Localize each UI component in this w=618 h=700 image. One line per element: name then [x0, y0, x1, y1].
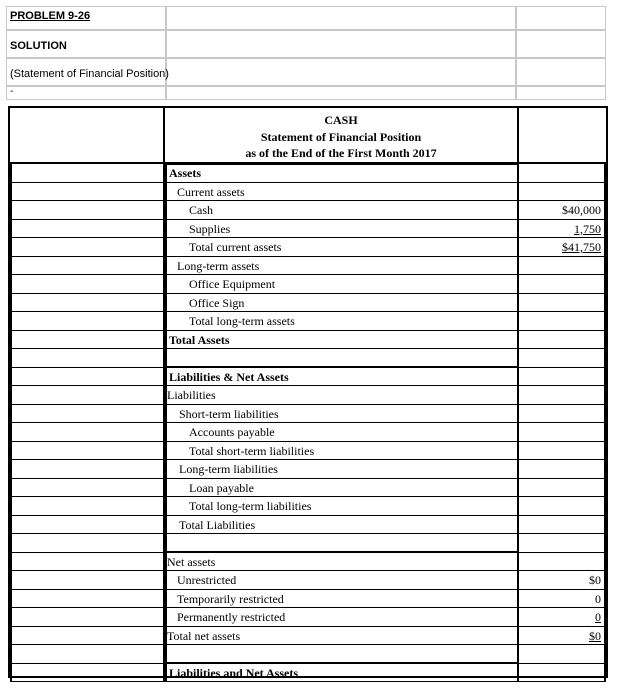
left-cell	[10, 238, 165, 257]
line-item-label: Total Liabilities	[179, 517, 256, 532]
amount-cell	[517, 664, 606, 683]
line-item-label: Assets	[169, 166, 201, 180]
amount-cell	[517, 571, 606, 590]
line-item-label: Current assets	[177, 184, 245, 199]
line-item-cell	[165, 608, 517, 627]
line-item-cell	[165, 405, 517, 424]
line-item-label: Long-term liabilities	[179, 462, 278, 476]
line-item-cell	[165, 553, 517, 572]
line-item-label: Total short-term liabilities	[189, 443, 315, 458]
left-cell	[10, 627, 165, 646]
amount-value: $0	[589, 573, 601, 587]
line-item-cell	[165, 479, 517, 498]
left-cell	[10, 608, 165, 627]
header-cell-dash-right	[516, 86, 606, 100]
line-item-cell	[165, 238, 517, 257]
amount-cell	[517, 294, 606, 313]
line-item-label: Long-term assets	[177, 258, 260, 273]
amount-value: 1,750	[574, 221, 601, 236]
left-cell	[10, 386, 165, 405]
left-cell	[10, 201, 165, 220]
amount-cell	[517, 368, 606, 387]
line-item-cell	[165, 220, 517, 239]
amount-cell	[517, 164, 606, 183]
amount-cell	[517, 349, 606, 368]
left-column-top	[10, 108, 165, 164]
left-cell	[10, 497, 165, 516]
line-item-cell	[165, 349, 517, 368]
amount-cell	[517, 608, 606, 627]
left-cell	[10, 442, 165, 461]
amount-cell	[517, 405, 606, 424]
amount-cell	[517, 423, 606, 442]
amount-value: $0	[589, 628, 601, 643]
line-item-cell	[165, 423, 517, 442]
amount-cell	[517, 534, 606, 553]
amount-cell	[517, 553, 606, 572]
line-item-cell	[165, 627, 517, 646]
left-cell	[10, 590, 165, 609]
amount-cell	[517, 220, 606, 239]
amount-cell	[517, 201, 606, 220]
line-item-label: Temporarily restricted	[177, 591, 284, 606]
amount-value: 0	[595, 610, 601, 624]
line-item-label: Liabilities & Net Assets	[169, 369, 289, 384]
header-cell-problem-mid	[166, 6, 516, 30]
header-cell-solution-mid	[166, 30, 516, 58]
line-item-label: Total current assets	[189, 240, 282, 254]
line-item-cell	[165, 386, 517, 405]
line-item-label: Permanently restricted	[177, 610, 286, 624]
left-cell	[10, 553, 165, 572]
amount-cell	[517, 238, 606, 257]
left-cell	[10, 479, 165, 498]
left-cell	[10, 220, 165, 239]
heading-divider	[10, 162, 606, 164]
left-cell	[10, 257, 165, 276]
amount-cell	[517, 183, 606, 202]
line-item-label: Total Assets	[169, 332, 230, 347]
line-item-label: Loan payable	[189, 480, 254, 495]
amount-value: $41,750	[562, 240, 601, 254]
line-item-label: Supplies	[189, 221, 231, 236]
line-item-cell	[165, 164, 517, 183]
line-item-label: Accounts payable	[189, 425, 275, 439]
middle-column-rule	[165, 164, 167, 682]
line-item-cell	[165, 294, 517, 313]
line-item-cell	[165, 201, 517, 220]
amount-cell	[517, 497, 606, 516]
left-cell	[10, 571, 165, 590]
line-item-cell	[165, 664, 517, 683]
header-cell-dash-mid	[166, 86, 516, 100]
header-cell-solution-right	[516, 30, 606, 58]
left-cell	[10, 534, 165, 553]
left-cell	[10, 460, 165, 479]
left-cell	[10, 368, 165, 387]
line-item-label: Unrestricted	[177, 573, 237, 587]
header-cell-subtitle-mid	[166, 58, 516, 86]
header-cell-problem-right	[516, 6, 606, 30]
left-cell	[10, 423, 165, 442]
line-item-cell	[165, 257, 517, 276]
left-cell	[10, 275, 165, 294]
line-item-label: Short-term liabilities	[179, 406, 279, 421]
line-item-cell	[165, 460, 517, 479]
header-cell-subtitle-right	[516, 58, 606, 86]
amount-cell	[517, 627, 606, 646]
left-cell	[10, 164, 165, 183]
amount-cell	[517, 645, 606, 664]
amount-cell	[517, 312, 606, 331]
amount-value: $40,000	[562, 203, 601, 217]
line-item-label: Office Equipment	[189, 277, 276, 291]
line-item-cell	[165, 442, 517, 461]
line-item-label: Total long-term assets	[189, 314, 295, 328]
statement-period: as of the End of the First Month 2017	[165, 146, 517, 165]
statement-title: Statement of Financial Position	[260, 130, 422, 144]
amount-cell	[517, 386, 606, 405]
line-item-cell	[165, 571, 517, 590]
left-cell	[10, 349, 165, 368]
line-item-label: Cash	[189, 203, 213, 217]
dash-mark: -	[10, 86, 14, 97]
left-cell	[10, 312, 165, 331]
left-cell	[10, 294, 165, 313]
left-cell	[10, 645, 165, 664]
left-cell	[10, 405, 165, 424]
solution-label: SOLUTION	[10, 40, 67, 52]
amount-cell	[517, 331, 606, 350]
line-item-label: Total long-term liabilities	[189, 499, 312, 513]
left-cell	[10, 183, 165, 202]
amount-value: 0	[595, 591, 601, 606]
line-item-cell	[165, 497, 517, 516]
line-item-cell	[165, 516, 517, 535]
subtitle-label: (Statement of Financial Position)	[10, 68, 169, 80]
line-item-cell	[165, 534, 517, 553]
statement-entity: CASH	[324, 113, 358, 127]
problem-title: PROBLEM 9-26	[10, 10, 91, 22]
line-item-cell	[165, 183, 517, 202]
line-item-label: Total net assets	[167, 628, 241, 643]
amount-cell	[517, 460, 606, 479]
line-item-cell	[165, 331, 517, 350]
line-item-label: Office Sign	[189, 295, 245, 310]
line-item-cell	[165, 275, 517, 294]
right-column-top	[517, 108, 606, 164]
amount-cell	[517, 257, 606, 276]
amount-cell	[517, 479, 606, 498]
amount-cell	[517, 590, 606, 609]
line-item-cell	[165, 590, 517, 609]
line-item-label: Liabilities and Net Assets	[169, 665, 299, 680]
line-item-cell	[165, 368, 517, 387]
amount-cell	[517, 275, 606, 294]
header-cell-dash	[6, 86, 166, 100]
line-item-label: Liabilities	[167, 388, 216, 402]
line-item-cell	[165, 312, 517, 331]
amount-cell	[517, 442, 606, 461]
left-cell	[10, 331, 165, 350]
amount-cell	[517, 516, 606, 535]
left-cell	[10, 516, 165, 535]
left-cell	[10, 664, 165, 683]
line-item-cell	[165, 645, 517, 664]
line-item-label: Net assets	[167, 554, 216, 569]
